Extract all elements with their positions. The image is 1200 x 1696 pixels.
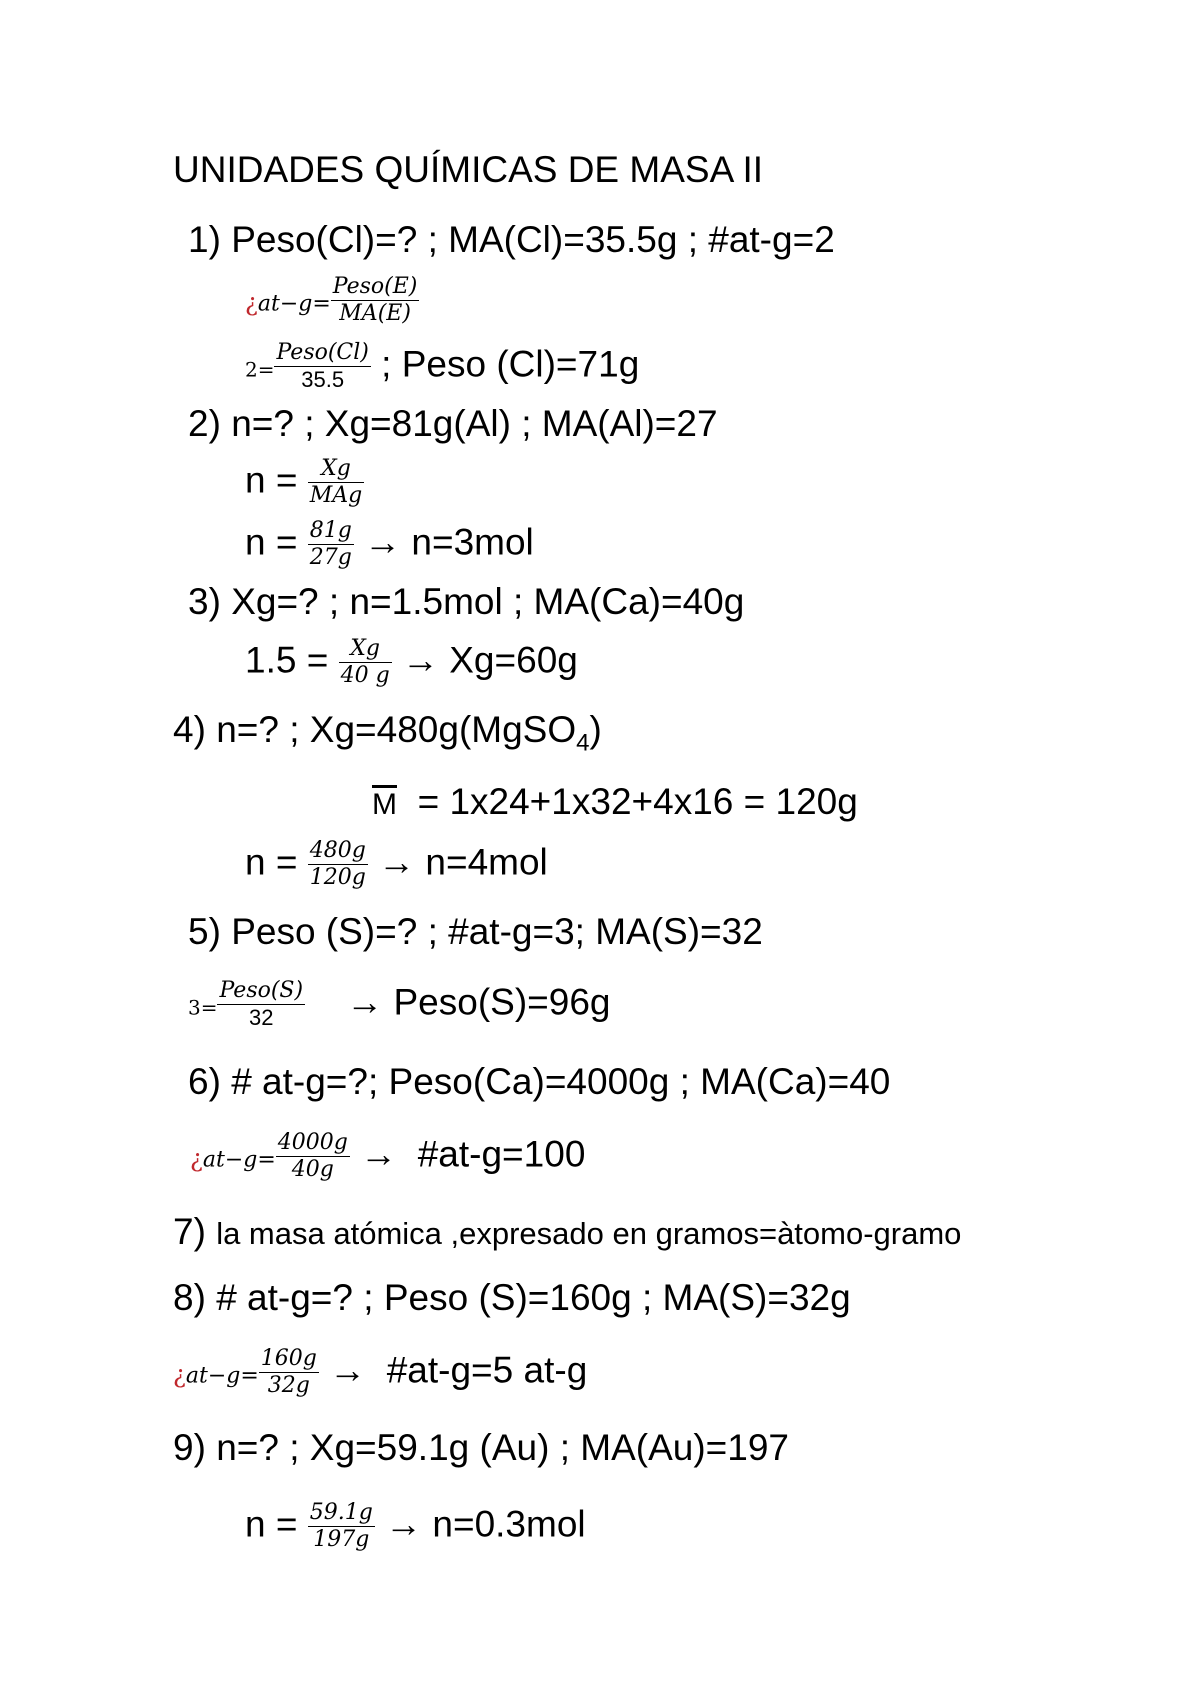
problem-4-result: n=4mol [425, 841, 548, 883]
problem-3-text: Xg=? ; n=1.5mol ; MA(Ca)=40g [231, 581, 745, 622]
problem-4-statement [173, 708, 602, 765]
fraction-denominator: 27g [309, 545, 352, 570]
fraction-numerator: 4000g [277, 1130, 348, 1155]
problem-6-result: #at-g=100 [417, 1133, 586, 1175]
substitution-lhs: n = [245, 841, 298, 883]
substitution-lhs: at−g= [185, 1363, 259, 1389]
problem-1-text: Peso(Cl)=? ; MA(Cl)=35.5g ; #at-g=2 [231, 219, 835, 260]
problem-1-statement [188, 218, 835, 262]
problem-8-result: #at-g=5 at-g [386, 1349, 588, 1391]
fraction [308, 518, 354, 571]
problem-8-substitution [173, 1346, 587, 1399]
problem-7-text: la masa atómica ,expresado en gramos=àtomo-gramo [216, 1216, 962, 1251]
fraction-numerator: Peso(S) [219, 978, 304, 1003]
substitution-lhs: n = [245, 521, 298, 563]
fraction-numerator: 59.1g [309, 1500, 373, 1525]
fraction-numerator: 160g [260, 1346, 317, 1371]
problem-4-label: 4) [173, 709, 206, 750]
substitution-lhs: 1.5 = [245, 639, 329, 681]
problem-9-text: n=? ; Xg=59.1g (Au) ; MA(Au)=197 [216, 1427, 790, 1468]
problem-4-text: n=? ; Xg=480g(MgSO$_4$) [216, 709, 602, 757]
problem-2-label: 2) [188, 403, 221, 444]
substitution-lhs: n = [245, 1503, 298, 1545]
fraction-denominator: 120g [309, 865, 366, 890]
fraction-denominator: 35.5 [301, 367, 345, 392]
inverted-question-mark: ¿ [173, 1360, 186, 1389]
problem-9-substitution [245, 1500, 586, 1553]
formula-lhs: at−g= [257, 291, 331, 317]
problem-3-result: Xg=60g [449, 639, 578, 681]
problem-1-formula [245, 274, 419, 327]
problem-5-result: Peso(S)=96g [393, 981, 611, 1023]
fraction [339, 636, 392, 689]
problem-8-label: 8) [173, 1277, 206, 1318]
problem-7-statement [173, 1210, 961, 1256]
fraction [274, 340, 370, 393]
problem-5-label: 5) [188, 911, 221, 952]
fraction [308, 456, 365, 509]
problem-3-label: 3) [188, 581, 221, 622]
fraction [308, 838, 368, 891]
fraction-numerator: 480g [309, 838, 366, 863]
molar-mass-calculation: = 1x24+1x32+4x16 = 120g [417, 781, 858, 822]
fraction-numerator: Peso(E) [332, 274, 418, 299]
problem-9-label: 9) [173, 1427, 206, 1468]
problem-7-label: 7) [173, 1211, 206, 1252]
arrow-icon: → [385, 1503, 423, 1545]
fraction-numerator: Xg [308, 456, 365, 483]
fraction-denominator: MA(E) [339, 301, 411, 326]
problem-9-result: n=0.3mol [432, 1503, 586, 1545]
problem-1-result: ; Peso (Cl)=71g [381, 343, 640, 385]
arrow-icon: → [346, 981, 384, 1023]
problem-1-label: 1) [188, 219, 221, 260]
problem-6-statement [188, 1060, 890, 1104]
problem-8-statement [173, 1276, 851, 1320]
fraction-numerator: Xg [339, 636, 392, 663]
problem-5-text: Peso (S)=? ; #at-g=3; MA(S)=32 [231, 911, 763, 952]
problem-3-statement [188, 580, 744, 624]
arrow-icon: → [360, 1133, 398, 1175]
fraction-denominator: 32 [249, 1005, 274, 1030]
formula-lhs: n = [245, 459, 298, 501]
fraction-denominator: 40 g [340, 663, 390, 688]
fraction [217, 978, 305, 1031]
problem-3-substitution [245, 636, 578, 689]
fraction [276, 1130, 350, 1183]
inverted-question-mark: ¿ [190, 1144, 203, 1173]
substitution-lhs: at−g= [202, 1147, 276, 1173]
problem-1-substitution [245, 340, 639, 393]
arrow-icon: → [329, 1349, 367, 1391]
fraction-denominator: 197g [313, 1527, 370, 1552]
problem-2-text: n=? ; Xg=81g(Al) ; MA(Al)=27 [231, 403, 718, 444]
fraction-denominator: 40g [291, 1157, 334, 1182]
molar-mass-symbol: $\overline{M}$ [372, 788, 397, 821]
arrow-icon: → [364, 521, 402, 563]
problem-6-label: 6) [188, 1061, 221, 1102]
fraction [331, 274, 420, 327]
inverted-question-mark: ¿ [245, 288, 258, 317]
problem-6-text: # at-g=?; Peso(Ca)=4000g ; MA(Ca)=40 [231, 1061, 891, 1102]
fraction [259, 1346, 319, 1399]
problem-9-statement [173, 1426, 789, 1470]
arrow-icon: → [401, 639, 439, 681]
problem-2-statement [188, 402, 718, 446]
problem-5-statement [188, 910, 763, 954]
fraction-denominator: MAg [309, 483, 363, 508]
substitution-lhs: 3= [188, 995, 218, 1020]
problem-2-formula [245, 456, 364, 509]
substitution-lhs: 2= [245, 357, 275, 382]
problem-8-text: # at-g=? ; Peso (S)=160g ; MA(S)=32g [216, 1277, 851, 1318]
problem-6-substitution [190, 1130, 585, 1183]
problem-2-substitution [245, 518, 534, 571]
fraction [308, 1500, 375, 1553]
problem-4-substitution [245, 838, 548, 891]
problem-5-substitution [188, 978, 611, 1031]
page-title: UNIDADES QUÍMICAS DE MASA II [173, 149, 764, 190]
arrow-icon: → [378, 841, 416, 883]
problem-2-result: n=3mol [411, 521, 534, 563]
fraction-denominator: 32g [267, 1373, 310, 1398]
fraction-numerator: Peso(Cl) [276, 340, 369, 365]
fraction-numerator: 81g [309, 518, 352, 543]
problem-4-molar-mass [372, 780, 858, 827]
